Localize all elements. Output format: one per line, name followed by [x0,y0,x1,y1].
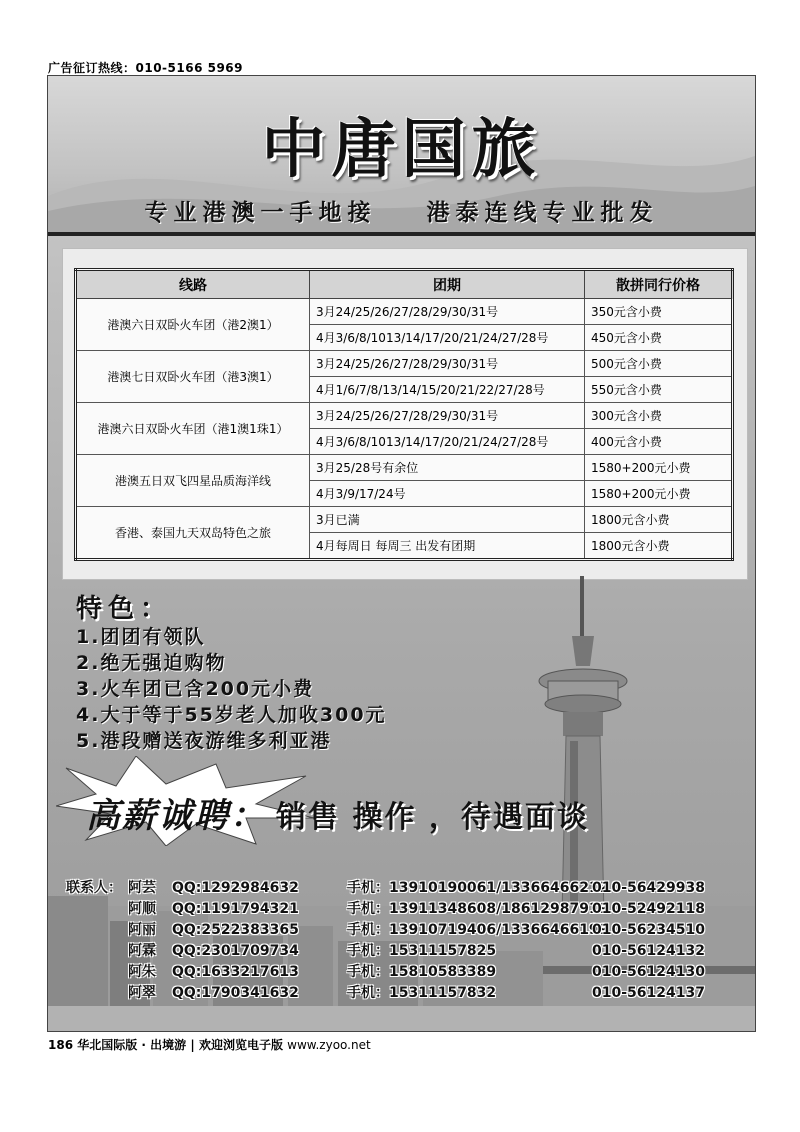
browse-label: 欢迎浏览电子版 [198,1038,283,1052]
header-period: 团期 [310,270,585,299]
footer-separator: | [190,1038,195,1052]
contact-name: 阿朱 [128,964,156,980]
feature-item: 3.火车团已含200元小费 [76,678,315,700]
route-price: 300元含小费 [585,403,733,429]
header-route: 线路 [76,270,310,299]
route-period: 4月3/6/8/1013/14/17/20/21/24/27/28号 [310,325,585,351]
contact-phone: 010-56429938 [592,880,705,896]
header-divider [48,232,755,236]
route-period: 4月3/9/17/24号 [310,481,585,507]
route-name: 港澳六日双卧火车团（港2澳1） [76,299,310,351]
route-price: 1580+200元小费 [585,481,733,507]
route-price: 400元含小费 [585,429,733,455]
macau-tower-illustration [508,576,658,916]
table-row [76,403,733,429]
contact-phone: 010-56124130 [592,964,705,980]
table-row [76,507,733,533]
routes-panel [62,248,748,580]
route-period: 3月已满 [310,507,585,533]
contact-qq: QQ:1191794321 [172,901,299,917]
contact-qq: QQ:2301709734 [172,943,299,959]
contact-row [66,920,705,941]
contact-phone: 010-56124132 [592,943,705,959]
slogan-left: 专业港澳一手地接 [144,200,377,226]
contact-mobile: 手机：15810583389 [347,964,497,980]
contact-qq: QQ:2522383365 [172,922,299,938]
contact-name: 阿芸 [128,880,156,896]
route-name: 港澳七日双卧火车团（港3澳1） [76,351,310,403]
contact-mobile: 手机：13910719406/13366466199 [347,922,609,938]
ad-hotline: 广告征订热线：010-5166 5969 [48,61,244,75]
route-price: 1800元含小费 [585,533,733,560]
contact-phone: 010-56234510 [592,922,705,938]
slogan-right: 港泰连线专业批发 [426,200,659,226]
route-price: 1580+200元小费 [585,455,733,481]
contact-row [66,878,705,899]
travel-agency-ad [47,75,756,1032]
contact-phone: 010-52492118 [592,901,705,917]
contact-mobile: 手机：15311157832 [347,985,497,1001]
contacts-lead: 联系人： [66,880,122,896]
route-name: 港澳六日双卧火车团（港1澳1珠1） [76,403,310,455]
route-period: 3月24/25/26/27/28/29/30/31号 [310,351,585,377]
contact-qq: QQ:1292984632 [172,880,299,896]
header-price: 散拼同行价格 [585,270,733,299]
route-price: 500元含小费 [585,351,733,377]
contact-name: 阿顺 [128,901,156,917]
contact-name: 阿翠 [128,985,156,1001]
contact-qq: QQ:1633217613 [172,964,299,980]
contact-mobile: 手机：13911348608/18612987919 [347,901,609,917]
features-title: 特色： [76,594,173,624]
contact-mobile: 手机：13910190061/13366466212 [347,880,609,896]
page-footer [48,1036,371,1053]
route-name: 港澳五日双飞四星品质海洋线 [76,455,310,507]
route-name: 香港、泰国九天双岛特色之旅 [76,507,310,560]
hiring-banner [86,788,589,837]
contact-row [66,962,705,983]
table-row [76,455,733,481]
contact-row [66,941,705,962]
feature-item: 5.港段赠送夜游维多利亚港 [76,730,332,752]
contact-phone: 010-56124137 [592,985,705,1001]
route-price: 450元含小费 [585,325,733,351]
contact-mobile: 手机：15311157825 [347,943,497,959]
route-period: 4月1/6/7/8/13/14/15/20/21/22/27/28号 [310,377,585,403]
route-price: 1800元含小费 [585,507,733,533]
site-url[interactable]: www.zyoo.net [287,1038,371,1052]
route-period: 3月24/25/26/27/28/29/30/31号 [310,403,585,429]
contact-row [66,899,705,920]
feature-item: 2.绝无强迫购物 [76,652,227,674]
hiring-detail: 销售 操作 ，待遇面谈 [276,800,589,835]
route-period: 4月每周日 每周三 出发有团期 [310,533,585,560]
features-list [76,624,387,754]
slogan-line [48,194,755,227]
feature-item: 1.团团有领队 [76,626,206,648]
contact-name: 阿丽 [128,922,156,938]
contacts-block [66,878,705,1004]
route-price: 550元含小费 [585,377,733,403]
route-price: 350元含小费 [585,299,733,325]
contact-qq: QQ:1790341632 [172,985,299,1001]
contact-row [66,983,705,1004]
route-period: 4月3/6/8/1013/14/17/20/21/24/27/28号 [310,429,585,455]
feature-item: 4.大于等于55岁老人加收300元 [76,704,387,726]
hiring-title: 高薪诚聘： [86,796,266,836]
route-period: 3月25/28号有余位 [310,455,585,481]
contact-name: 阿霖 [128,943,156,959]
routes-table [74,268,734,561]
table-row [76,299,733,325]
table-header-row [76,270,733,299]
brand-title: 中唐国旅 [261,112,542,187]
table-row [76,351,733,377]
route-period: 3月24/25/26/27/28/29/30/31号 [310,299,585,325]
page-number: 186 [48,1038,74,1052]
edition-label: 华北国际版 · 出境游 [77,1038,187,1052]
